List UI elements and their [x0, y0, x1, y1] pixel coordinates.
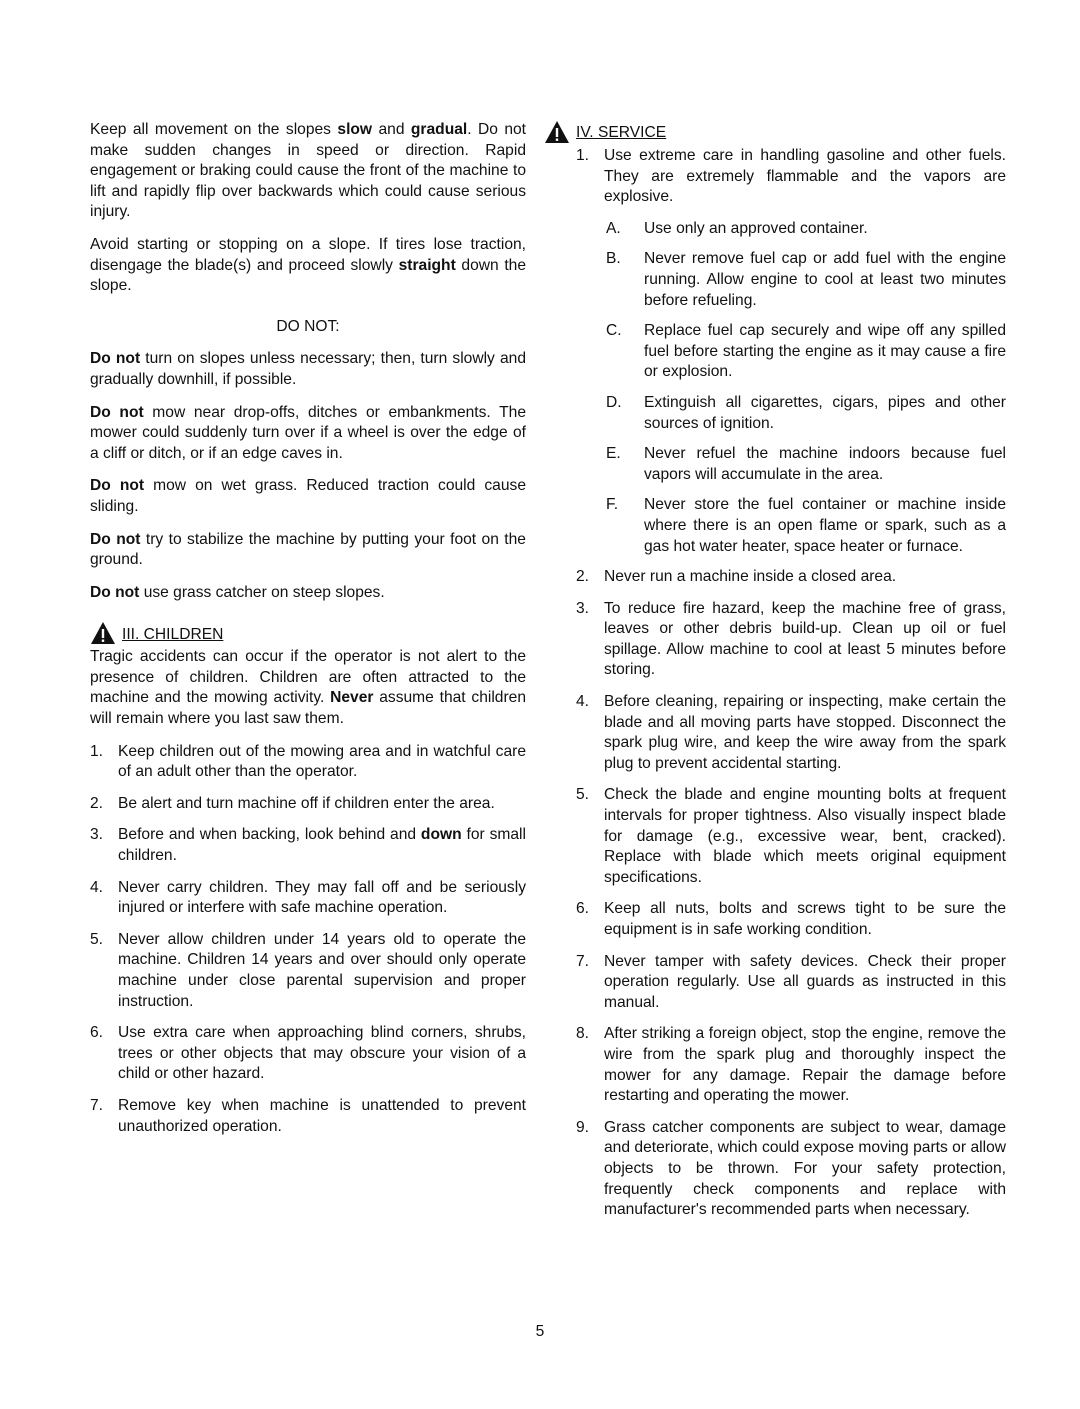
left-column [90, 120, 526, 1148]
service-heading: IV. SERVICE [576, 124, 667, 142]
do-not-item: Do not try to stabilize the machine by putting your foot on the ground. [90, 530, 526, 569]
list-item: 1. Use extreme care in handling gasoline and other fuels. They are extremely flammable and the vapors are explosive. [576, 147, 1006, 206]
right-column [576, 120, 1006, 1232]
list-item: 4. Never carry children. They may fall off and be seriously injured or interfere with safe machine operation. [90, 878, 526, 917]
sub-list-item: A. Use only an approved container. [606, 219, 868, 237]
service-section-header [544, 120, 1006, 144]
sub-list-item: D. Extinguish all cigarettes, cigars, pipes and other sources of ignition. [606, 393, 1006, 432]
tires-paragraph: Avoid starting or stopping on a slope. If tires lose traction, disengage the blade(s) and proceed slowly straight down the slope. [90, 235, 526, 295]
list-item: 9. Grass catcher components are subject to wear, damage and deteriorate, which could expose moving parts or allow objects to be thrown. For your safety protection, frequently check components and replace with manufacturer's recommended parts when necessary. [576, 1118, 1006, 1219]
children-intro: Tragic accidents can occur if the operator is not alert to the presence of children. Children are often attracted to the machine and the mowing activity. Never assume that children will remain where you last saw them. [90, 648, 526, 728]
sub-list-item: B. Never remove fuel cap or add fuel with the engine running. Allow engine to cool at least two minutes before refueling. [606, 250, 1006, 309]
list-item: 4. Before cleaning, repairing or inspecting, make certain the blade and all moving parts have stopped. Disconnect the spark plug wire, and keep the wire away from the spark plug to prevent accidental starting. [576, 693, 1006, 772]
do-not-item: Do not mow on wet grass. Reduced traction could cause sliding. [90, 477, 526, 515]
list-item: 5. Check the blade and engine mounting bolts at frequent intervals for proper tightness. Also visually inspect blade for damage (e.g., excessive wear, bent, cracked). Replace with blade which meets original equipment specifications. [576, 786, 1006, 886]
list-item: 7. Remove key when machine is unattended to prevent unauthorized operation. [90, 1096, 526, 1135]
sub-list-item: C. Replace fuel cap securely and wipe off any spilled fuel before starting the engine as it may cause a fire or explosion. [606, 322, 1006, 381]
do-not-item: Do not use grass catcher on steep slopes. [90, 583, 385, 601]
list-item: 1. Keep children out of the mowing area and in watchful care of an adult other than the operator. [90, 742, 526, 781]
sub-list-item: E. Never refuel the machine indoors because fuel vapors will accumulate in the area. [606, 445, 1006, 483]
list-item: 6. Keep all nuts, bolts and screws tight to be sure the equipment is in safe working condition. [576, 900, 1006, 938]
list-item: 2. Be alert and turn machine off if children enter the area. [90, 794, 495, 812]
sub-list-item: F. Never store the fuel container or machine inside where there is an open flame or spark, such as a gas hot water heater, space heater or furnace. [606, 496, 1006, 555]
list-item: 3. To reduce fire hazard, keep the machine free of grass, leaves or other debris build-up. Clean up oil or fuel spillage. Allow machine to cool at least 5 minutes before storing. [576, 599, 1006, 679]
list-item: 6. Use extra care when approaching blind corners, shrubs, trees or other objects that may obscure your vision of a child or other hazard. [90, 1024, 526, 1083]
list-item: 3. Before and when backing, look behind and down for small children. [90, 826, 526, 865]
list-item: 7. Never tamper with safety devices. Check their proper operation regularly. Use all guards as instructed in this manual. [576, 952, 1006, 1011]
do-not-heading: DO NOT: [276, 317, 340, 335]
do-not-item: Do not turn on slopes unless necessary; then, turn slowly and gradually downhill, if possible. [90, 350, 526, 388]
children-heading: III. CHILDREN [122, 625, 224, 643]
children-section-header [90, 621, 526, 645]
do-not-item: Do not mow near drop-offs, ditches or embankments. The mower could suddenly turn over if a wheel is over the edge of a cliff or ditch, or if an edge caves in. [90, 403, 526, 462]
list-item: 2. Never run a machine inside a closed area. [576, 568, 897, 586]
warning-icon [544, 120, 570, 144]
page-number: 5 [535, 1323, 545, 1340]
warning-icon [90, 621, 116, 645]
list-item: 5. Never allow children under 14 years old to operate the machine. Children 14 years and over should only operate machine under close parental supervision and proper instruction. [90, 930, 526, 1010]
slope-paragraph: Keep all movement on the slopes slow and gradual. Do not make sudden changes in speed or direction. Rapid engagement or braking could cause the front of the machine to lift and rapidly flip over backwards which could cause serious injury. [90, 121, 526, 221]
list-item: 8. After striking a foreign object, stop the engine, remove the wire from the spark plug and thoroughly inspect the mower for any damage. Repair the damage before restarting and operating the mower. [576, 1025, 1006, 1105]
